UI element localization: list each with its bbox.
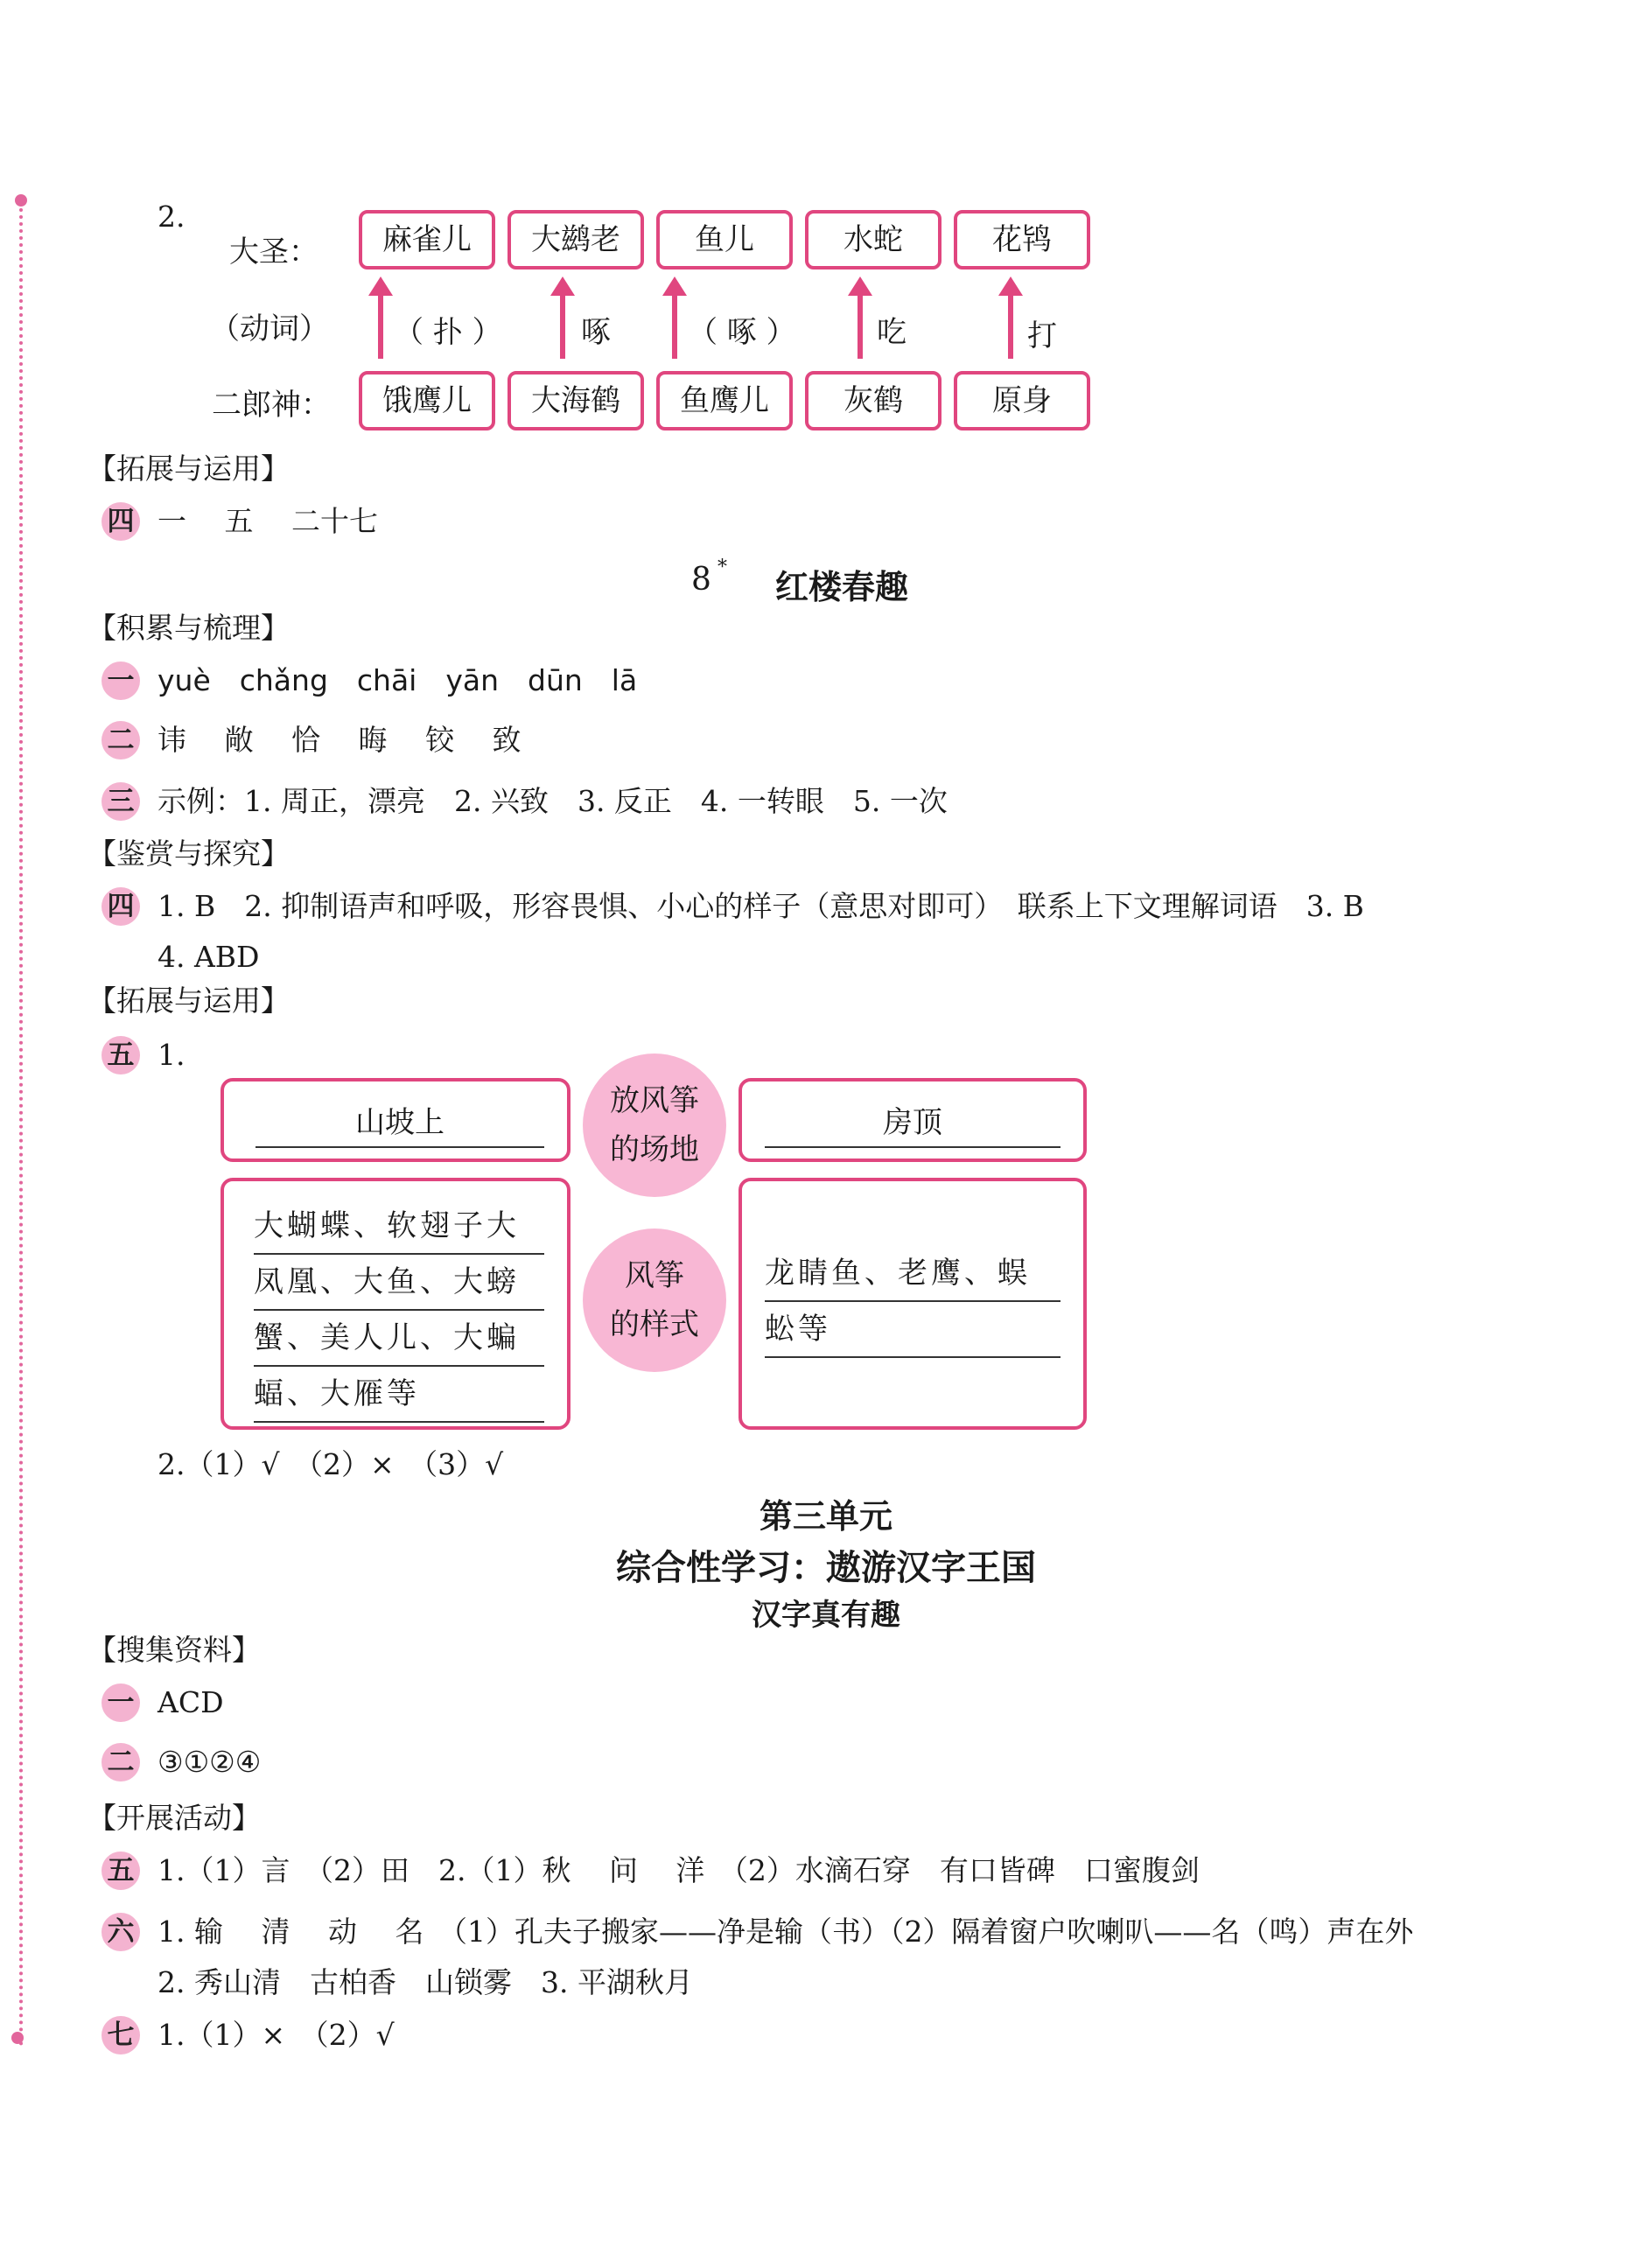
flower2-line1: 风筝 bbox=[625, 1258, 684, 1293]
dasheng-box-3: 鱼儿 bbox=[656, 210, 793, 270]
badge-five-a: 五 bbox=[102, 1036, 140, 1074]
section-header-collect: 【搜集资料】 bbox=[88, 1633, 261, 1667]
badge-three: 三 bbox=[102, 782, 140, 821]
style-left-line1: 大蝴蝶、软翅子大 bbox=[254, 1199, 544, 1255]
answer-four-b-line2: 4. ABD bbox=[158, 940, 260, 974]
answer-four-a: 一 五 二十七 bbox=[158, 504, 378, 538]
erlang-box-1: 饿鹰儿 bbox=[359, 371, 495, 430]
badge-two-b: 二 bbox=[102, 1743, 140, 1782]
style-right-line2: 蚣等 bbox=[765, 1302, 1060, 1358]
flower1-line1: 放风筝 bbox=[610, 1083, 699, 1118]
row-label-verb: （动词） bbox=[210, 312, 329, 346]
badge-five-b: 五 bbox=[102, 1852, 140, 1890]
flower-kite-place bbox=[583, 1054, 726, 1197]
lesson-title: 红楼春趣 bbox=[775, 568, 909, 606]
flower1-line2: 的场地 bbox=[610, 1132, 699, 1167]
answer-five-b: 1.（1）言 （2）田 2.（1）秋 问 洋 （2）水滴石穿 有口皆碑 口蜜腹剑 bbox=[158, 1853, 1200, 1887]
arrow-up-5 bbox=[1008, 289, 1013, 359]
flower-kite-style bbox=[583, 1228, 726, 1372]
section-header-expand-1: 【拓展与运用】 bbox=[88, 452, 290, 486]
answer-four-b-line1: 1. B 2. 抑制语声和呼吸，形容畏惧、小心的样子（意思对即可） 联系上下文理解词语 3. B bbox=[158, 889, 1364, 923]
section-header-accumulate: 【积累与梳理】 bbox=[88, 611, 290, 645]
verb-4: 吃 bbox=[877, 315, 906, 350]
dasheng-box-5: 花鸨 bbox=[954, 210, 1090, 270]
badge-four-a: 四 bbox=[102, 502, 140, 541]
part2-label: 2. bbox=[158, 200, 186, 234]
badge-one-b: 一 bbox=[102, 1684, 140, 1722]
arrow-up-1 bbox=[378, 289, 383, 359]
answer-five-a-label: 1. bbox=[158, 1038, 186, 1072]
verb-3: （ 啄 ） bbox=[688, 315, 796, 350]
answer-six-line2: 2. 秀山清 古柏香 山锁雾 3. 平湖秋月 bbox=[158, 1965, 693, 1999]
answer-two-a: 讳 敞 恰 晦 铰 致 bbox=[158, 723, 522, 757]
place-left-text: 山坡上 bbox=[256, 1099, 544, 1148]
section-header-appreciate: 【鉴赏与探究】 bbox=[88, 836, 290, 871]
answer-seven: 1.（1）× （2）√ bbox=[158, 2018, 395, 2052]
verb-1: （ 扑 ） bbox=[394, 315, 502, 350]
erlang-box-2: 大海鹤 bbox=[508, 371, 644, 430]
unit-subtitle: 综合性学习：遨游汉字王国 bbox=[616, 1548, 1036, 1588]
lesson-number: 8 bbox=[691, 562, 711, 598]
style-left-line2: 凤凰、大鱼、大螃 bbox=[254, 1255, 544, 1311]
section-header-expand-2: 【拓展与运用】 bbox=[88, 984, 290, 1018]
unit-sub2: 汉字真有趣 bbox=[752, 1598, 900, 1633]
row-label-dasheng: 大圣： bbox=[229, 234, 318, 270]
erlang-box-3: 鱼鹰儿 bbox=[656, 371, 793, 430]
style-right-line1: 龙睛鱼、老鹰、蜈 bbox=[765, 1246, 1060, 1302]
badge-two-a: 二 bbox=[102, 721, 140, 760]
flower2-line2: 的样式 bbox=[610, 1307, 699, 1342]
margin-dot-bottom bbox=[11, 2032, 24, 2044]
arrow-up-2 bbox=[560, 289, 565, 359]
answer-six-line1: 1. 输 清 动 名 （1）孔夫子搬家——净是输（书）（2）隔着窗户吹喇叭——名（鸣）声在外 bbox=[158, 1914, 1414, 1949]
dasheng-box-2: 大鹚老 bbox=[508, 210, 644, 270]
lesson-star: * bbox=[718, 556, 727, 578]
box-place-right bbox=[738, 1078, 1087, 1162]
margin-dotted-line bbox=[19, 201, 23, 2048]
dasheng-box-4: 水蛇 bbox=[805, 210, 942, 270]
answer-two-b: ③①②④ bbox=[158, 1745, 262, 1779]
answer-one-b: ACD bbox=[158, 1685, 224, 1719]
row-label-erlangshen: 二郎神： bbox=[212, 388, 331, 423]
place-right-text: 房顶 bbox=[765, 1099, 1060, 1148]
box-style-right bbox=[738, 1178, 1087, 1430]
arrow-up-4 bbox=[858, 289, 863, 359]
box-place-left bbox=[220, 1078, 570, 1162]
answer-five-a-line2: 2.（1）√ （2）× （3）√ bbox=[158, 1447, 504, 1481]
erlang-box-4: 灰鹤 bbox=[805, 371, 942, 430]
answer-one-a: yuè chǎng chāi yān dūn lā bbox=[158, 663, 638, 697]
verb-2: 啄 bbox=[581, 315, 611, 350]
badge-six: 六 bbox=[102, 1913, 140, 1951]
erlang-box-5: 原身 bbox=[954, 371, 1090, 430]
answer-three: 示例：1. 周正，漂亮 2. 兴致 3. 反正 4. 一转眼 5. 一次 bbox=[158, 784, 948, 818]
badge-one-a: 一 bbox=[102, 662, 140, 700]
style-left-line4: 蝠、大雁等 bbox=[254, 1367, 544, 1423]
arrow-up-3 bbox=[672, 289, 677, 359]
badge-four-b: 四 bbox=[102, 887, 140, 926]
margin-dot-top bbox=[15, 194, 27, 206]
style-left-line3: 蟹、美人儿、大蝙 bbox=[254, 1311, 544, 1367]
box-style-left bbox=[220, 1178, 570, 1430]
dasheng-box-1: 麻雀儿 bbox=[359, 210, 495, 270]
badge-seven: 七 bbox=[102, 2016, 140, 2054]
unit-title: 第三单元 bbox=[759, 1497, 892, 1536]
section-header-activity: 【开展活动】 bbox=[88, 1801, 261, 1835]
verb-5: 打 bbox=[1027, 318, 1057, 354]
